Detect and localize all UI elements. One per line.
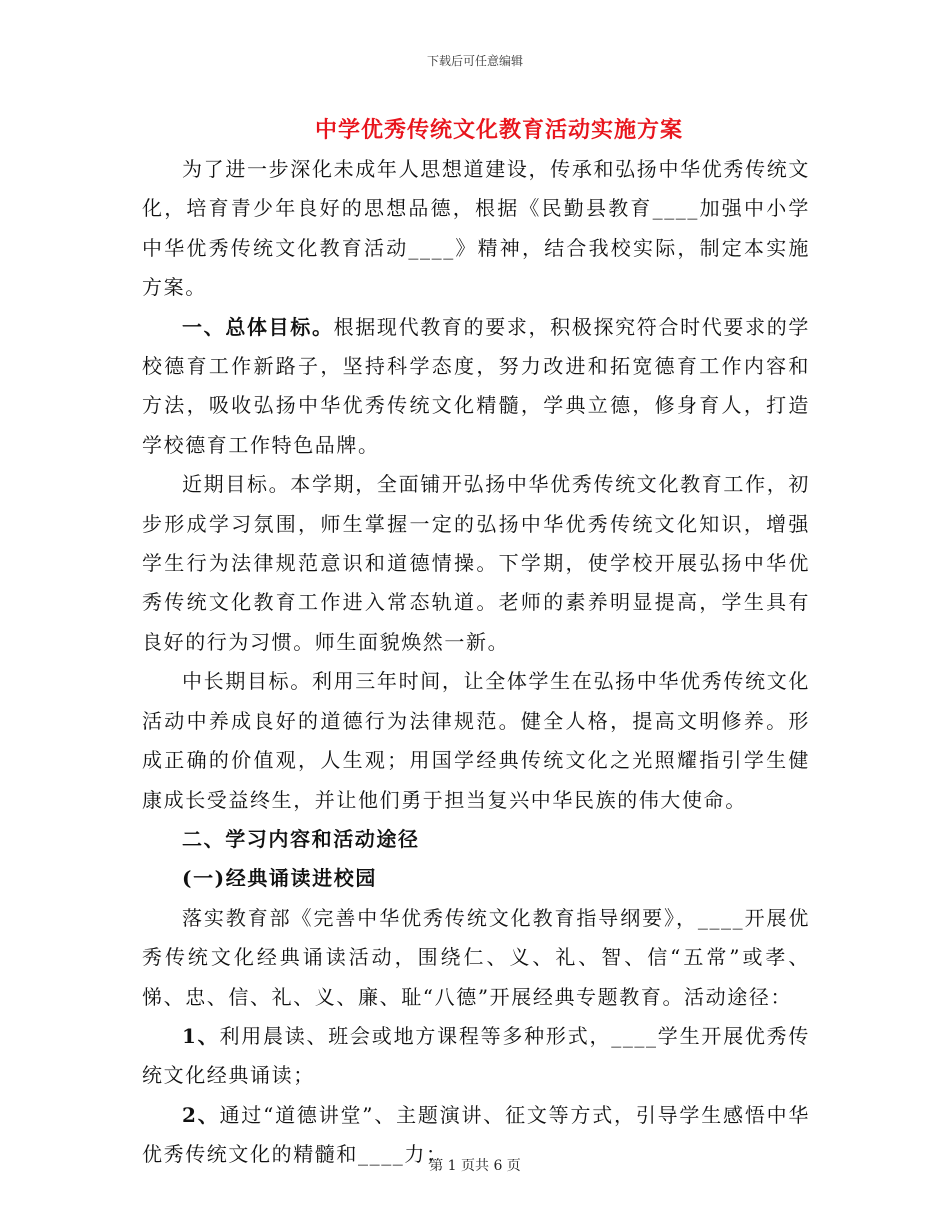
page-footer: 第 1 页共 6 页 bbox=[429, 1158, 521, 1174]
overall-goal-paragraph bbox=[142, 308, 810, 466]
list-item-1 bbox=[142, 1017, 810, 1096]
section-heading-content: 二、学习内容和活动途径 bbox=[182, 826, 420, 851]
header-note: 下载后可任意编辑 bbox=[426, 54, 523, 68]
list-item-text: 通过“道德讲堂”、主题演讲、征文等方式，引导学生感悟中华优秀传统文化的精髓和____力； bbox=[142, 1102, 811, 1167]
intro-paragraph: 为了进一步深化未成年人思想道建设，传承和弘扬中华优秀传统文化，培育青少年良好的思想品德，根据《民勤县教育____加强中小学中华优秀传统文化教育活动____》精神，结合我校实际，制定本实施方案。 bbox=[142, 157, 810, 300]
list-item-number: 1、 bbox=[182, 1023, 220, 1048]
document-title: 中学优秀传统文化教育活动实施方案 bbox=[314, 117, 683, 143]
list-item-number: 2、 bbox=[182, 1102, 220, 1127]
list-item-text: 利用晨读、班会或地方课程等多种形式，____学生开展优秀传统文化经典诵读； bbox=[142, 1023, 810, 1088]
subsection-heading-classics: (一)经典诵读进校园 bbox=[182, 866, 377, 891]
document-body bbox=[142, 150, 810, 1175]
classics-paragraph: 落实教育部《完善中华优秀传统文化教育指导纲要》，____开展优秀传统文化经典诵读活动，围绕仁、义、礼、智、信“五常”或孝、悌、忠、信、礼、义、廉、耻“八德”开展经典专题教育。活动途径： bbox=[142, 905, 810, 1009]
short-term-goal-paragraph: 近期目标。本学期，全面铺开弘扬中华优秀传统文化教育工作，初步形成学习氛围，师生掌握一定的弘扬中华优秀传统文化知识，增强学生行为法律规范意识和道德情操。下学期，使学校开展弘扬中华优秀传统文化教育工作进入常态轨道。老师的素养明显提高，学生具有良好的行为习惯。师生面貌焕然一新。 bbox=[142, 472, 810, 654]
section-heading-overall-goal: 一、总体目标。 bbox=[182, 314, 334, 339]
overall-goal-text: 根据现代教育的要求，积极探究符合时代要求的学校德育工作新路子，坚持科学态度，努力改进和拓宽德育工作内容和方法，吸收弘扬中华优秀传统文化精髓，学典立德，修身育人，打造学校德育工作特色品牌。 bbox=[142, 314, 811, 457]
long-term-goal-paragraph: 中长期目标。利用三年时间，让全体学生在弘扬中华优秀传统文化活动中养成良好的道德行为法律规范。健全人格，提高文明修养。形成正确的价值观，人生观；用国学经典传统文化之光照耀指引学生健康成长受益终生，并让他们勇于担当复兴中华民族的伟大使命。 bbox=[142, 669, 810, 812]
